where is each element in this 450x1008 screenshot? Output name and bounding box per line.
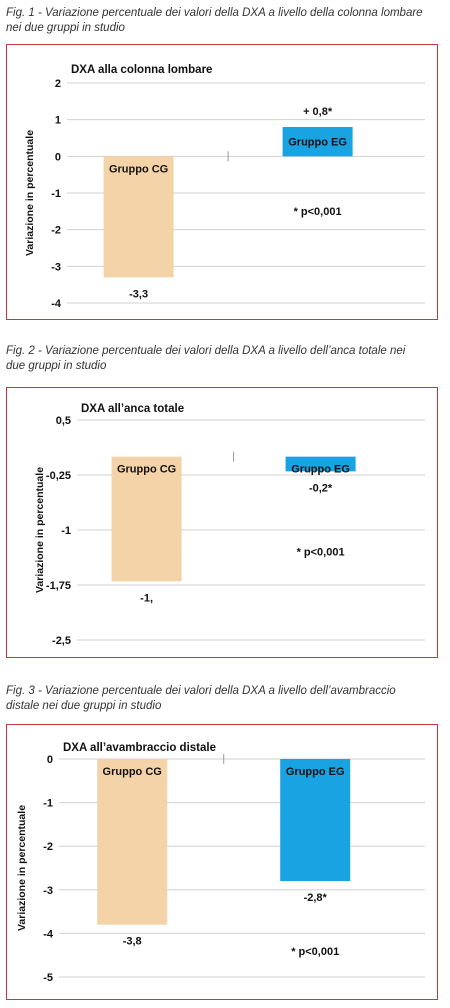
p-value-annotation: * p<0,001 bbox=[291, 946, 340, 959]
y-tick-label: -5 bbox=[43, 972, 53, 984]
figure-caption-1: Fig. 1 - Variazione percentuale dei valori della DXA a livello della colonna lombare nei due gruppi in studio bbox=[6, 7, 423, 34]
figure-caption-3: Fig. 3 - Variazione percentuale dei valori della DXA a livello dell’avambraccio distale nei due gruppi in studio bbox=[6, 685, 396, 712]
y-tick-label: -4 bbox=[43, 928, 53, 941]
chart-panel-1 bbox=[6, 44, 438, 320]
p-value-annotation: * p<0,001 bbox=[293, 206, 342, 218]
p-value-annotation: * p<0,001 bbox=[296, 546, 345, 559]
figure-caption-2: Fig. 2 - Variazione percentuale dei valori della DXA a livello dell’anca totale nei due gruppi in studio bbox=[6, 345, 406, 372]
bar-cg bbox=[97, 759, 167, 925]
y-tick-label: -4 bbox=[51, 298, 61, 310]
y-tick-label: -2 bbox=[43, 841, 53, 854]
chart-panel-2 bbox=[6, 387, 438, 658]
category-label: Gruppo CG bbox=[102, 766, 162, 778]
chart-1 bbox=[7, 45, 439, 321]
y-tick-label: -2 bbox=[51, 224, 61, 237]
y-tick-label: 0 bbox=[46, 754, 53, 766]
data-label: -2,8* bbox=[303, 892, 327, 905]
y-axis-label: Variazione in percentuale bbox=[34, 466, 46, 594]
y-tick-label: -1 bbox=[51, 188, 61, 200]
chart-title: DXA alla colonna lombare bbox=[71, 64, 213, 76]
y-tick-label: -1 bbox=[61, 525, 71, 537]
y-tick-label: -3 bbox=[43, 884, 53, 897]
y-tick-label: -0,25 bbox=[45, 470, 71, 482]
category-label: Gruppo CG bbox=[108, 163, 169, 176]
y-tick-label: -2,5 bbox=[52, 635, 71, 647]
y-tick-label: -1,75 bbox=[45, 580, 71, 592]
chart-3 bbox=[7, 725, 439, 1001]
y-tick-label: 1 bbox=[54, 114, 61, 127]
category-label: Gruppo EG bbox=[288, 136, 347, 149]
data-label: -1, bbox=[140, 592, 154, 605]
data-label: -3,3 bbox=[129, 288, 149, 301]
y-tick-label: 2 bbox=[54, 78, 61, 90]
y-tick-label: -3 bbox=[51, 261, 61, 274]
y-axis-label: Variazione in percentuale bbox=[16, 804, 28, 932]
y-tick-label: -1 bbox=[43, 797, 53, 810]
category-label: Gruppo EG bbox=[291, 463, 350, 476]
data-label: -0,2* bbox=[308, 482, 333, 495]
y-tick-label: 0 bbox=[54, 151, 61, 164]
chart-2 bbox=[7, 388, 439, 659]
y-axis-label: Variazione in percentuale bbox=[24, 129, 36, 257]
chart-title: DXA all’anca totale bbox=[81, 403, 185, 415]
category-label: Gruppo EG bbox=[285, 766, 345, 778]
data-label: -3,8 bbox=[122, 935, 142, 948]
data-label: + 0,8* bbox=[303, 106, 333, 118]
category-label: Gruppo CG bbox=[116, 463, 177, 476]
chart-panel-3 bbox=[6, 724, 438, 1000]
chart-title: DXA all’avambraccio distale bbox=[63, 742, 216, 754]
y-tick-label: 0,5 bbox=[55, 415, 71, 427]
